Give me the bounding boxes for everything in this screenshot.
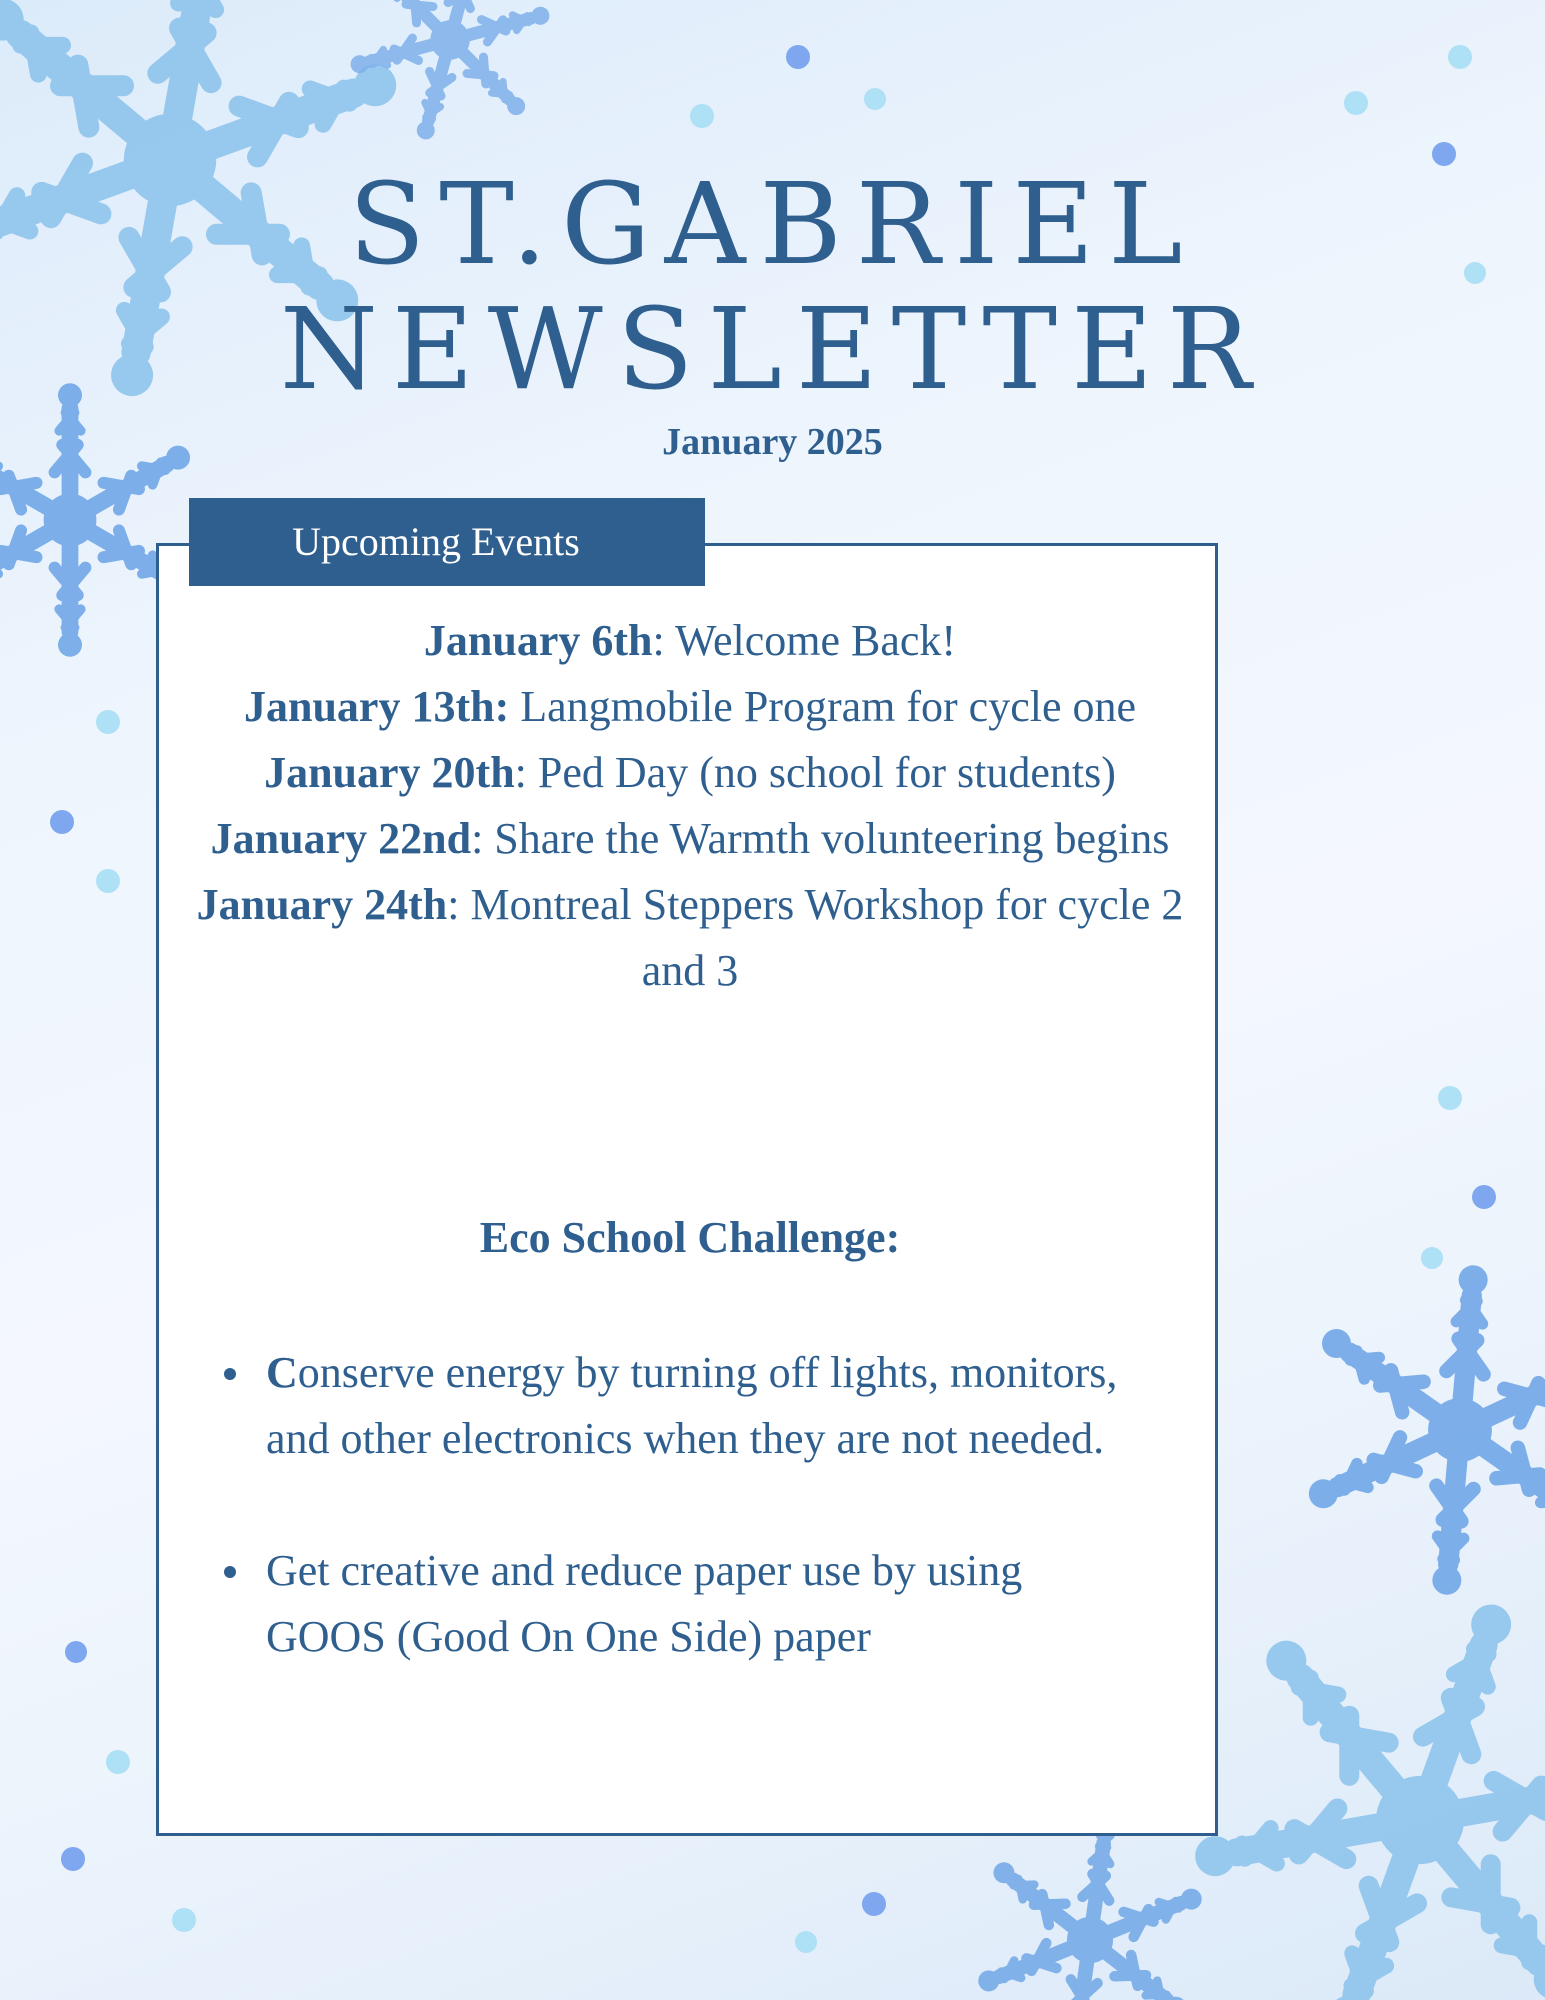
event-date: January 6th <box>423 616 653 665</box>
section-tab-upcoming-events: Upcoming Events <box>189 498 705 586</box>
event-text: Share the Warmth volunteering begins <box>483 814 1170 863</box>
bullet-icon <box>224 1566 236 1578</box>
event-date: January 13th: <box>243 682 510 731</box>
event-text: Montreal Steppers Workshop for cycle 2 and 3 <box>459 880 1184 995</box>
event-item: January 24th: Montreal Steppers Workshop for cycle 2 and 3 <box>196 880 1184 995</box>
event-item <box>190 674 1190 740</box>
event-date: January 22nd <box>210 814 472 863</box>
event-item: January 20th: Ped Day (no school for students) <box>264 748 1116 797</box>
event-text: Welcome Back! <box>664 616 957 665</box>
list-item: Get creative and reduce paper use by using GOOS (Good On One Side) paper <box>220 1538 1150 1670</box>
event-text: Langmobile Program for cycle one <box>509 682 1137 731</box>
event-text: Ped Day (no school for students) <box>526 748 1116 797</box>
event-item: January 22nd: Share the Warmth volunteering begins <box>210 814 1170 863</box>
events-list <box>190 608 1190 1004</box>
event-date: January 24th <box>196 880 448 929</box>
event-date: January 20th <box>264 748 515 797</box>
bullet-icon <box>224 1368 236 1380</box>
newsletter-title-line1: ST.GABRIEL <box>348 160 1197 290</box>
eco-challenge-list <box>220 1340 1150 1736</box>
list-item: Conserve energy by turning off lights, monitors, and other electronics when they are not needed. <box>220 1340 1150 1472</box>
newsletter-title-line2: NEWSLETTER <box>279 285 1266 415</box>
snowflake-icon <box>1289 1252 1545 1609</box>
eco-challenge-heading: Eco School Challenge: <box>479 1213 901 1262</box>
event-item: January 6th: Welcome Back! <box>423 616 957 665</box>
newsletter-date: January 2025 <box>662 421 883 463</box>
